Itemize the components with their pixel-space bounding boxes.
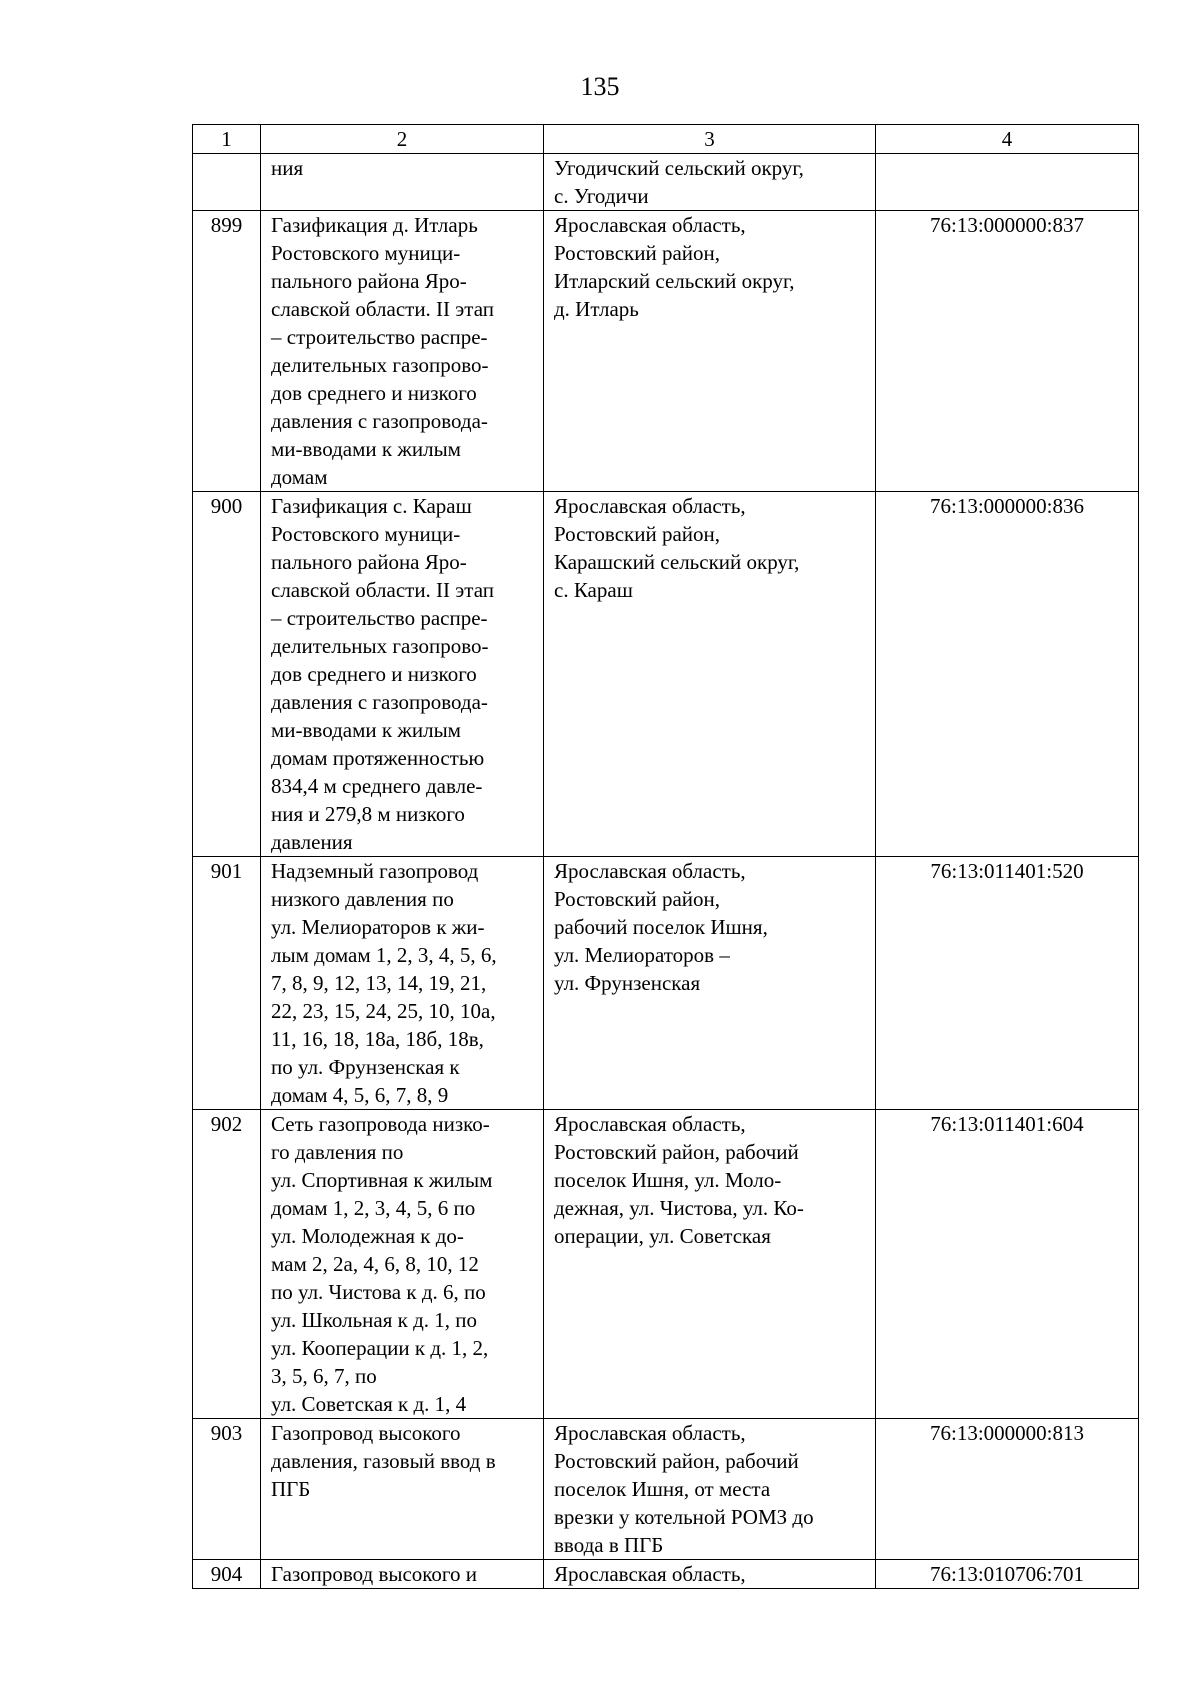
row-number: 899 [193,211,261,492]
object-name-line: ул. Спортивная к жилым [271,1168,493,1192]
location-line: Ростовский район, [554,522,720,546]
header-row [193,125,1139,154]
location-line: ул. Фрунзенская [554,971,701,995]
object-name-line: 22, 23, 15, 24, 25, 10, 10а, [271,999,496,1023]
header-cell-1: 1 [193,125,261,154]
location-cell [544,857,876,1110]
object-name-line: Ростовского муници- [271,241,461,265]
object-name-cell [261,492,544,857]
location-line: операции, ул. Советская [554,1224,771,1248]
object-name-line: Сеть газопровода низко- [271,1112,490,1136]
location-cell [544,154,876,211]
object-name-line: делительных газопрово- [271,353,489,377]
object-name-line: давления [271,830,353,854]
object-name-line: низкого давления по [271,887,454,911]
cadastral-number: 76:13:010706:701 [876,1560,1139,1589]
object-name-line: Газопровод высокого [271,1421,461,1445]
cadastral-number: 76:13:000000:813 [876,1419,1139,1560]
location-line: Ярославская область, [554,213,746,237]
location-line: дежная, ул. Чистова, ул. Ко- [554,1196,804,1220]
location-cell [544,211,876,492]
registry-table [192,124,1139,1589]
location-cell [544,1110,876,1419]
object-name-line: домам [271,465,328,489]
object-name-cell [261,211,544,492]
row-number: 904 [193,1560,261,1589]
row-number: 901 [193,857,261,1110]
location-line: с. Караш [554,578,633,602]
object-name-line: славской области. II этап [271,297,495,321]
object-name-cell [261,1560,544,1589]
object-name-line: мам 2, 2а, 4, 6, 8, 10, 12 [271,1252,479,1276]
object-name-line: Газификация д. Итларь [271,213,478,237]
object-name-cell [261,857,544,1110]
object-name-line: по ул. Чистова к д. 6, по [271,1280,486,1304]
location-cell [544,1419,876,1560]
object-name-line: домам 4, 5, 6, 7, 8, 9 [271,1083,449,1107]
object-name-line: 7, 8, 9, 12, 13, 14, 19, 21, [271,971,487,995]
location-line: поселок Ишня, ул. Моло- [554,1168,782,1192]
location-line: врезки у котельной РОМЗ до [554,1505,814,1529]
object-name-line: – строительство распре- [271,606,488,630]
object-name-line: 11, 16, 18, 18а, 18б, 18в, [271,1027,484,1051]
location-line: Итларский сельский округ, [554,269,795,293]
location-line: Ярославская область, [554,1562,746,1586]
location-line: д. Итларь [554,297,639,321]
table-row [193,154,1139,211]
header-cell-4: 4 [876,125,1139,154]
object-name-line: ния [271,156,304,180]
location-line: рабочий поселок Ишня, [554,915,768,939]
table-row [193,1419,1139,1560]
location-line: поселок Ишня, от места [554,1477,771,1501]
location-line: Ярославская область, [554,1112,746,1136]
object-name-line: Надземный газопровод [271,859,479,883]
object-name-line: ул. Кооперации к д. 1, 2, [271,1336,489,1360]
location-line: Ярославская область, [554,859,746,883]
cadastral-number: 76:13:000000:837 [876,211,1139,492]
row-number [193,154,261,211]
row-number: 900 [193,492,261,857]
object-name-line: ПГБ [271,1477,311,1501]
cadastral-number: 76:13:011401:520 [876,857,1139,1110]
object-name-line: делительных газопрово- [271,634,489,658]
object-name-line: ул. Мелиораторов к жи- [271,915,485,939]
object-name-cell [261,154,544,211]
object-name-line: давления с газопровода- [271,409,488,433]
object-name-line: Газопровод высокого и [271,1562,478,1586]
object-name-cell [261,1110,544,1419]
object-name-cell [261,1419,544,1560]
object-name-line: давления, газовый ввод в [271,1449,496,1473]
object-name-line: ми-вводами к жилым [271,437,461,461]
location-line: Ярославская область, [554,494,746,518]
object-name-line: Ростовского муници- [271,522,461,546]
cadastral-number [876,154,1139,211]
object-name-line: дов среднего и низкого [271,381,477,405]
object-name-line: лым домам 1, 2, 3, 4, 5, 6, [271,943,497,967]
object-name-line: го давления по [271,1140,404,1164]
location-line: Карашский сельский округ, [554,550,800,574]
object-name-line: 3, 5, 6, 7, по [271,1364,377,1388]
object-name-line: давления с газопровода- [271,690,488,714]
object-name-line: домам протяженностью [271,746,485,770]
header-cell-2: 2 [261,125,544,154]
location-line: Ростовский район, рабочий [554,1449,799,1473]
row-number: 902 [193,1110,261,1419]
location-line: Ярославская область, [554,1421,746,1445]
header-cell-3: 3 [544,125,876,154]
location-cell [544,1560,876,1589]
location-line: Ростовский район, [554,241,720,265]
object-name-line: ми-вводами к жилым [271,718,461,742]
object-name-line: пального района Яро- [271,550,467,574]
location-line: Ростовский район, [554,887,720,911]
object-name-line: ул. Советская к д. 1, 4 [271,1392,467,1416]
location-cell [544,492,876,857]
object-name-line: дов среднего и низкого [271,662,477,686]
object-name-line: ния и 279,8 м низкого [271,802,465,826]
object-name-line: ул. Школьная к д. 1, по [271,1308,478,1332]
cadastral-number: 76:13:011401:604 [876,1110,1139,1419]
table-row [193,211,1139,492]
object-name-line: ул. Молодежная к до- [271,1224,464,1248]
cadastral-number: 76:13:000000:836 [876,492,1139,857]
location-line: с. Угодичи [554,184,649,208]
object-name-line: Газификация с. Караш [271,494,472,518]
object-name-line: славской области. II этап [271,578,495,602]
location-line: Ростовский район, рабочий [554,1140,799,1164]
object-name-line: – строительство распре- [271,325,488,349]
object-name-line: домам 1, 2, 3, 4, 5, 6 по [271,1196,476,1220]
table-row [193,1110,1139,1419]
location-line: ввода в ПГБ [554,1533,664,1557]
page-number: 135 [580,72,620,101]
object-name-line: 834,4 м среднего давле- [271,774,483,798]
object-name-line: по ул. Фрунзенская к [271,1055,460,1079]
row-number: 903 [193,1419,261,1560]
object-name-line: пального района Яро- [271,269,467,293]
location-line: Угодичский сельский округ, [554,156,804,180]
table-row [193,1560,1139,1589]
location-line: ул. Мелиораторов – [554,943,730,967]
table-row [193,857,1139,1110]
table-row [193,492,1139,857]
